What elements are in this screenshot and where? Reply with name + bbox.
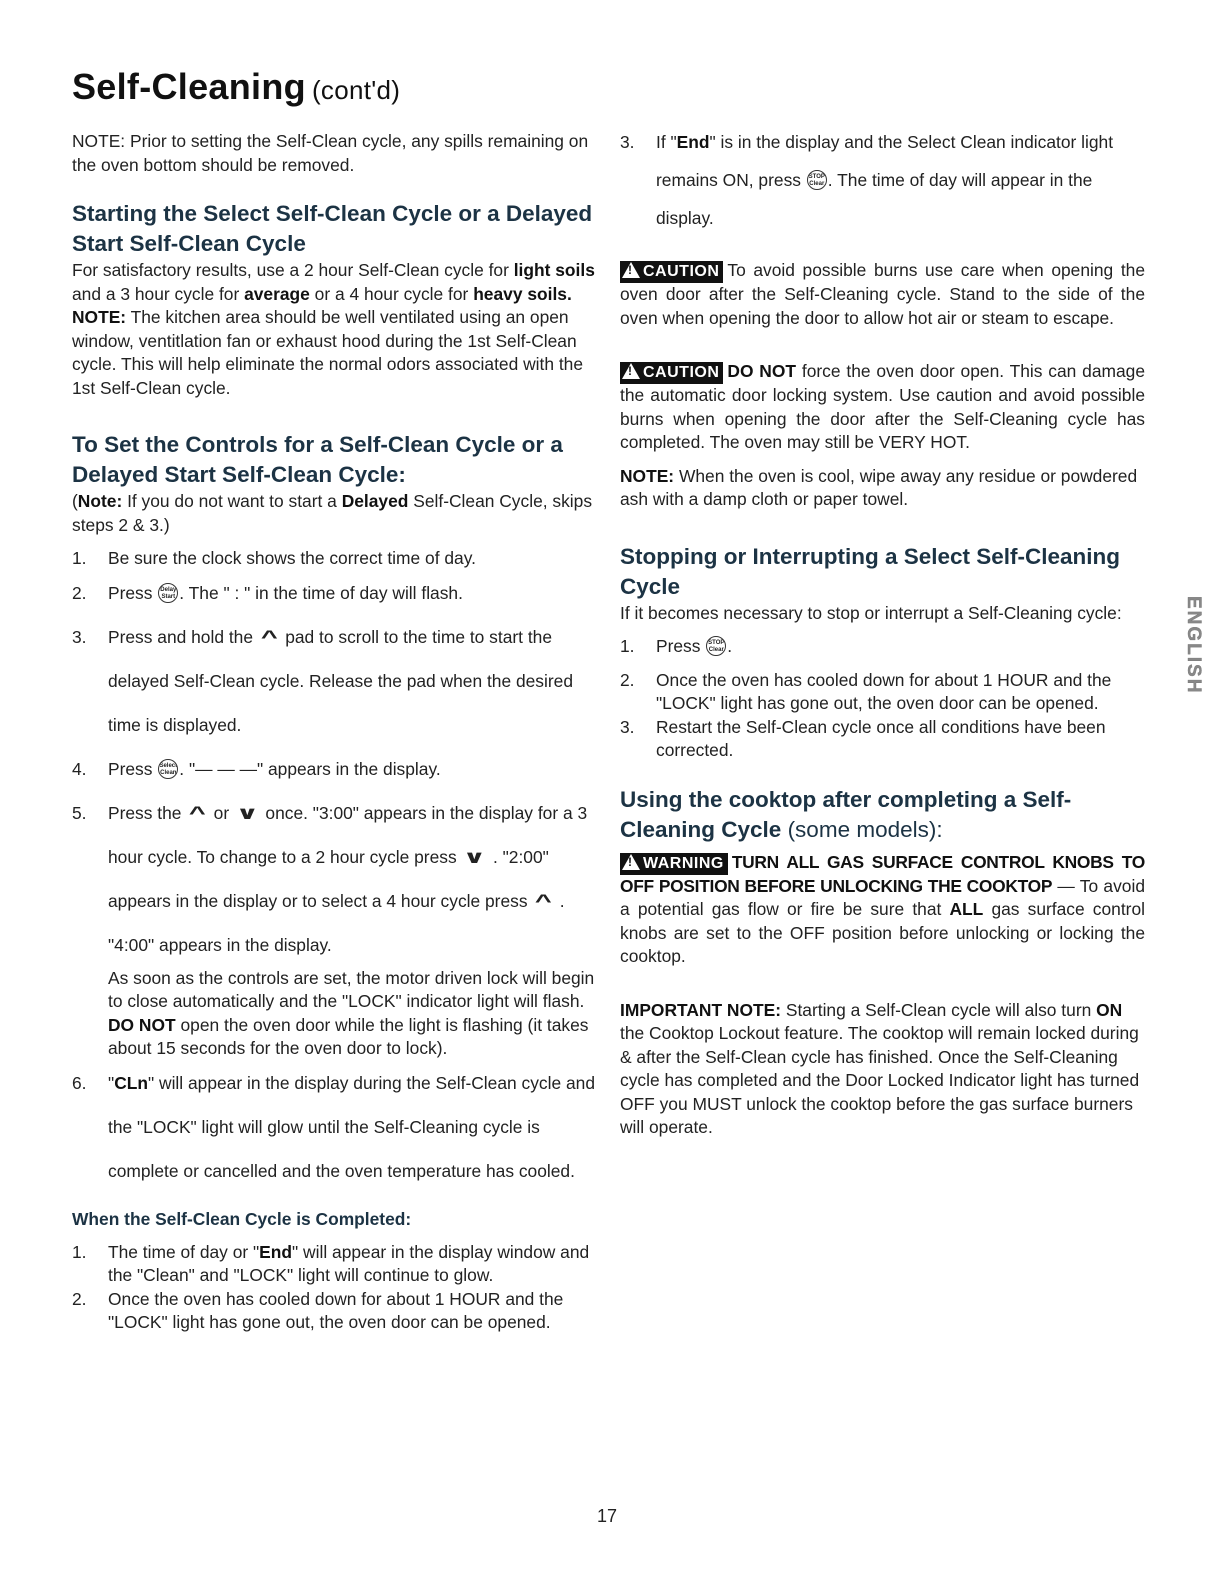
left-column [72,130,598,1335]
stopping-intro: If it becomes necessary to stop or interrupt a Self-Cleaning cycle: [620,602,1122,623]
section-heading-stopping: Stopping or Interrupting a Select Self-Cleaning Cycle [620,543,1121,599]
down-arrow-icon: ∨ [235,802,259,823]
list-item: 3. Press and hold the ^ pad to scroll to the time to start the delayed Self-Clean cycle. Release the pad when the desired time is displayed. [72,615,598,747]
language-side-tab: ENGLISH [1183,595,1204,695]
title-main: Self-Cleaning [72,66,306,107]
list-item: 4. Press Select Clean . "— — —" appears in the display. [72,758,441,779]
stop-clear-key-icon: STOP Clear [706,636,726,656]
section-heading-completed: When the Self-Clean Cycle is Completed: [72,1208,412,1229]
list-item: 2. Press Delay Start . The " : " in the time of day will flash. [72,582,463,603]
title-sub: (cont'd) [311,75,401,105]
list-item: 5. Press the ^ or ∨ once. "3:00" appears in the display for a 3 hour cycle. To change to a 2 hour cycle press ∨ . "2:00" appears in the display or to select a 4 hour cycle press ^ . "4:00" appears in the display. [72,791,598,967]
section-heading-set-controls: To Set the Controls for a Self-Clean Cycle or a Delayed Start Self-Clean Cycle: [72,432,563,487]
list-item: 2. Once the oven has cooled down for about 1 HOUR and the "LOCK" light has gone out, the oven door can be opened. [72,1288,564,1332]
select-clean-key-icon: Select Clean [158,759,178,779]
warning-block: !WARNING TURN ALL GAS SURFACE CONTROL KNOBS TO OFF POSITION BEFORE UNLOCKING THE COOKTOP — To avoid a potential gas flow or fire be sure that ALL gas surface control knobs are set to the OFF position before unlocking or locking the cooktop. [620,851,1145,969]
list-item: 1. Be sure the clock shows the correct time of day. [72,548,476,568]
important-note: IMPORTANT NOTE: Starting a Self-Clean cycle will also turn ON the Cooktop Lockout feature. The cooktop will remain locked during & after the Self-Clean cycle has finished. Once the Self-Cleaning cycle has completed and the Door Locked Indicator light has turned OFF you MUST unlock the cooktop before the gas surface burners will operate. [620,999,1140,1137]
list-item: 2. Once the oven has cooled down for about 1 HOUR and the "LOCK" light has gone out, the oven door can be opened. [620,669,1112,713]
up-arrow-icon: ^ [260,626,278,647]
caution-block-2: !CAUTION DO NOT force the oven door open. This can damage the automatic door locking system. Use caution and avoid possible burns when opening the door after the Self-Cleaning cycle has completed. The oven may still be VERY HOT. [620,360,1145,455]
page-title [72,66,400,108]
completed-steps [72,1241,598,1335]
page-number: 17 [597,1506,618,1526]
section-heading-starting: Starting the Select Self-Clean Cycle or a Delayed Start Self-Clean Cycle [72,201,593,256]
up-arrow-icon: ^ [535,890,553,911]
warning-triangle-icon [622,854,640,870]
caution-badge: !CAUTION [620,261,723,283]
set-controls-steps [72,547,598,1193]
intro-note: NOTE: Prior to setting the Self-Clean cycle, any spills remaining on the oven bottom should be removed. [72,131,589,175]
list-item: 3. If "End" is in the display and the Select Clean indicator light remains ON, press STOP Clear . The time of day will appear in the display. [620,132,1114,228]
caution-block-1: !CAUTION To avoid possible burns use care when opening the oven door after the Self-Cleaning cycle. Stand to the side of the oven when opening the door to allow hot air or steam to escape. [620,259,1145,330]
caution-badge: !CAUTION [620,362,723,384]
list-item: 1. Press STOP Clear . [620,636,733,656]
list-item-continuation: As soon as the controls are set, the motor driven lock will begin to close automatically and the "LOCK" indicator light will flash. DO NOT open the oven door while the light is flashing (it takes about 15 seconds for the oven door to lock). [108,967,595,1058]
stop-clear-key-icon: STOP Clear [807,170,827,190]
list-item: 1. The time of day or "End" will appear in the display window and the "Clean" and "LOCK" light will continue to glow. [72,1241,590,1285]
cool-note: NOTE: When the oven is cool, wipe away any residue or powdered ash with a damp cloth or paper towel. [620,465,1138,509]
section-heading-cooktop: Using the cooktop after completing a Self-Cleaning Cycle (some models): [620,786,1072,842]
set-controls-note: (Note: If you do not want to start a Delayed Self-Clean Cycle, skips steps 2 & 3.) [72,491,593,535]
down-arrow-icon: ∨ [463,846,487,867]
right-column [620,130,1145,1140]
continued-steps [620,123,1145,237]
up-arrow-icon: ^ [189,802,206,823]
warning-triangle-icon [622,363,640,379]
list-item: 6. "CLn" will appear in the display during the Self-Clean cycle and the "LOCK" light will glow until the Self-Cleaning cycle is complete or cancelled and the oven temperature has cooled. [72,1072,595,1181]
list-item: 3. Restart the Self-Clean cycle once all conditions have been corrected. [620,716,1106,760]
warning-triangle-icon [622,262,640,278]
section-starting-body: For satisfactory results, use a 2 hour Self-Clean cycle for light soils and a 3 hour cycle for average or a 4 hour cycle for heavy soils. NOTE: The kitchen area should be well ventilated using an open window, ventitlation fan or exhaust hood during the 1st Self-Clean cycle. This will help eliminate the normal odors associated with the 1st Self-Clean cycle. [72,260,595,398]
delay-start-key-icon: Delay Start [158,583,178,603]
warning-badge: !WARNING [620,853,728,875]
stopping-steps [620,635,1145,763]
